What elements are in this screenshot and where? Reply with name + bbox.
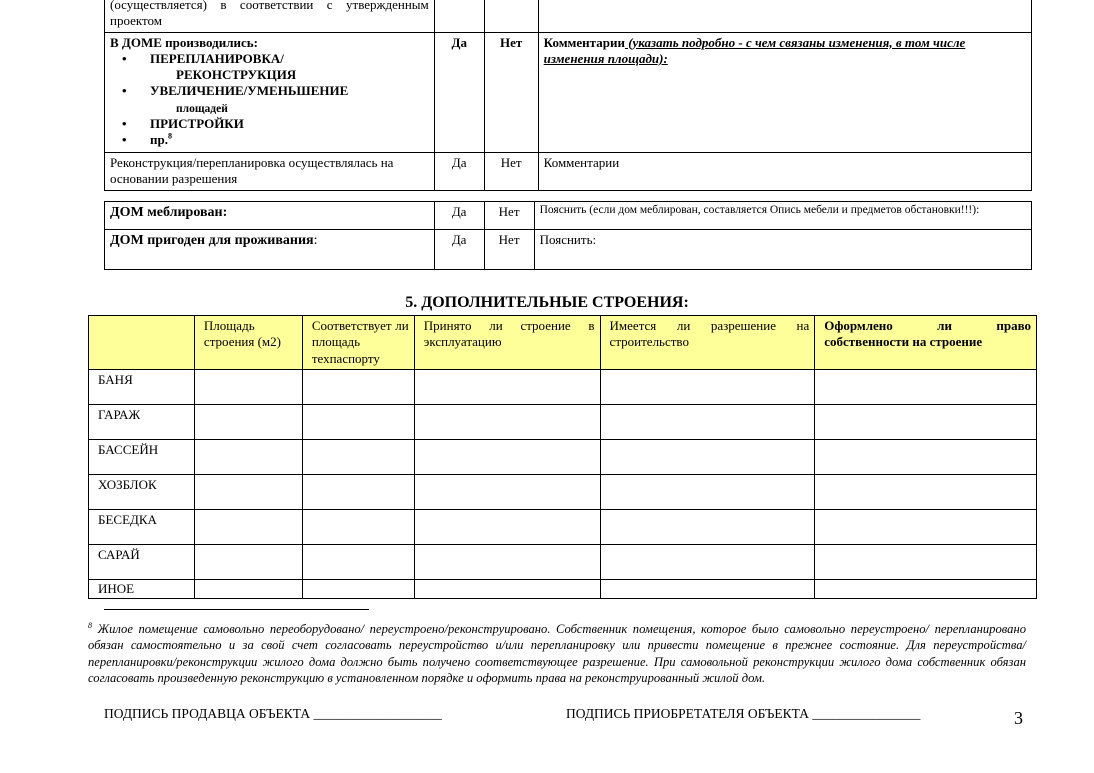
project-compliance-text: (осуществляется) в соответствии с утвержденным проектом bbox=[110, 0, 429, 29]
section-title: 5. ДОПОЛНИТЕЛЬНЫЕ СТРОЕНИЯ: bbox=[405, 294, 689, 311]
seller-signature: ПОДПИСЬ ПРОДАВЦА ОБЪЕКТА ___________________ bbox=[104, 706, 442, 721]
page-number: 3 bbox=[1014, 708, 1023, 728]
yes-cell: Да bbox=[434, 32, 484, 152]
table-row bbox=[105, 230, 1032, 270]
no-cell: Нет bbox=[484, 202, 534, 230]
row-label: ИНОЕ bbox=[89, 579, 195, 598]
comment-note: (указать подробно - с чем связаны изменения, в том числе изменения площади): bbox=[543, 34, 966, 66]
list-item: • пр.$^8$ bbox=[110, 132, 429, 148]
table-row bbox=[105, 0, 1032, 32]
reconstruction-permit-cell: Реконструкция/перепланировка осуществлялась на основании разрешения bbox=[105, 152, 435, 190]
top-table bbox=[104, 0, 1032, 191]
no-cell: Нет bbox=[484, 152, 538, 190]
table-row bbox=[89, 544, 1037, 579]
table-row bbox=[89, 404, 1037, 439]
header-permit: Имеется ли разрешение на строительство bbox=[600, 316, 815, 370]
header-techpassport: Соответствует ли площадь техпаспорту bbox=[302, 316, 414, 370]
table-header-row bbox=[89, 316, 1037, 370]
list-item: • ПЕРЕПЛАНИРОВКА/ РЕКОНСТРУКЦИЯ bbox=[110, 51, 429, 84]
footnote-ref: 8 bbox=[167, 131, 172, 141]
footnote-mark: 8 bbox=[88, 620, 92, 630]
comment-cell: Комментарии bbox=[538, 152, 1031, 190]
table-row bbox=[105, 32, 1032, 152]
furnished-label: ДОМ меблирован: bbox=[105, 202, 435, 230]
works-heading: В ДОМЕ производились: bbox=[110, 34, 258, 50]
header-commissioned: Принято ли строение в эксплуатацию bbox=[414, 316, 600, 370]
row-label: БАССЕЙН bbox=[89, 439, 195, 474]
footnote-text: Жилое помещение самовольно переоборудовано/ переустроено/реконструировано. Собственник помещения, которое было самовольно переустроено/ перепланировано обязан самостоятельно и за свой счет согласовать переустройство и/или перепланировку или привести помещение в прежнее состояние. Для переустройства/перепланировки/реконструкции жилого дома должно быть получено соответствующее разрешение. При самовольной реконструкции жилого дома собственник обязан согласовать произведенную реконструкцию в установленном порядке и оформить права на реконструированный жилой дом. bbox=[88, 622, 1026, 686]
yes-cell: Да bbox=[434, 152, 484, 190]
row-label: ХОЗБЛОК bbox=[89, 474, 195, 509]
footnote bbox=[88, 621, 1026, 687]
works-list bbox=[110, 51, 429, 149]
table-row bbox=[89, 509, 1037, 544]
list-item: • УВЕЛИЧЕНИЕ/УМЕНЬШЕНИЕ площадей bbox=[110, 83, 429, 116]
table-row bbox=[105, 202, 1032, 230]
project-compliance-cell bbox=[105, 0, 435, 32]
header-area: Площадь строения (м2) bbox=[194, 316, 302, 370]
furnished-table bbox=[104, 201, 1032, 270]
habitable-label: ДОМ пригоден для проживания bbox=[110, 233, 314, 248]
table-row bbox=[105, 152, 1032, 190]
row-label: ГАРАЖ bbox=[89, 404, 195, 439]
furnished-explain: Пояснить (если дом меблирован, составляется Опись мебели и предметов обстановки!!!): bbox=[534, 202, 1031, 230]
table-row bbox=[89, 369, 1037, 404]
row-label: БЕСЕДКА bbox=[89, 509, 195, 544]
table-row bbox=[89, 439, 1037, 474]
comment-label: Комментарии bbox=[543, 34, 625, 50]
no-cell: Нет bbox=[484, 32, 538, 152]
buyer-signature: ПОДПИСЬ ПРИОБРЕТАТЕЛЯ ОБЪЕКТА ________________ bbox=[566, 706, 921, 721]
works-cell bbox=[105, 32, 435, 152]
row-label: САРАЙ bbox=[89, 544, 195, 579]
yes-cell: Да bbox=[434, 202, 484, 230]
habitable-label-cell: ДОМ пригоден для проживания: bbox=[105, 230, 435, 270]
table-row bbox=[89, 579, 1037, 598]
footnote-separator bbox=[104, 609, 369, 610]
table-row bbox=[89, 474, 1037, 509]
no-cell: Нет bbox=[484, 230, 534, 270]
header-ownership: Оформлено ли право собственности на строение bbox=[815, 316, 1037, 370]
comment-cell bbox=[538, 32, 1031, 152]
header-cell bbox=[89, 316, 195, 370]
habitable-explain: Пояснить: bbox=[534, 230, 1031, 270]
yes-cell: Да bbox=[434, 230, 484, 270]
buildings-table bbox=[88, 315, 1037, 599]
row-label: БАНЯ bbox=[89, 369, 195, 404]
list-item: • ПРИСТРОЙКИ bbox=[110, 116, 429, 132]
